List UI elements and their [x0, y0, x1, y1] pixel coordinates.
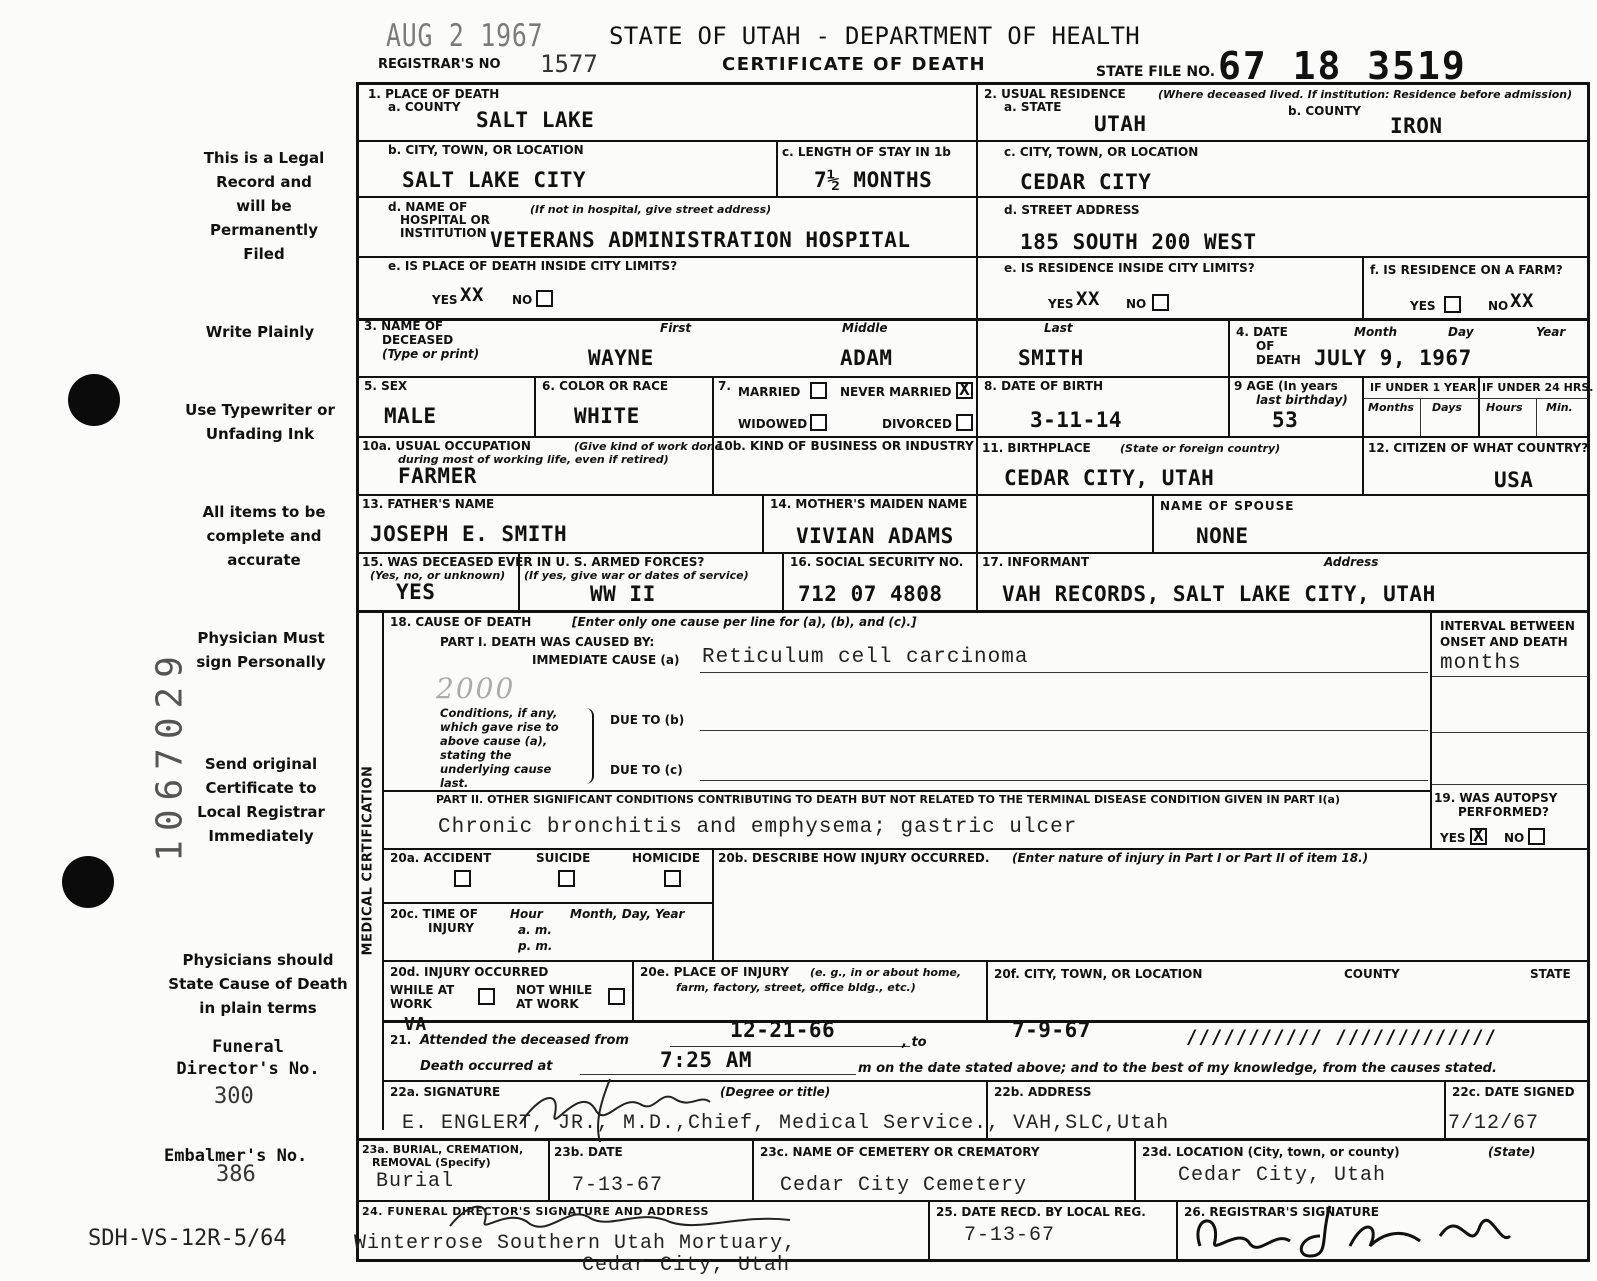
attended-from-value: 12-21-66: [730, 1018, 836, 1042]
line-location-divider: [1134, 1140, 1136, 1200]
registrar-number: 1577: [540, 50, 598, 78]
birthplace-value: CEDAR CITY, UTAH: [1004, 466, 1215, 490]
embalmer-label: Embalmer's No.: [164, 1146, 308, 1166]
not-work-checkbox[interactable]: [608, 988, 625, 1005]
deceased-name-label-3: (Type or print): [382, 347, 480, 361]
ssn-value: 712 07 4808: [798, 582, 943, 606]
form-number: SDH-VS-12R-5/64: [88, 1226, 287, 1251]
autopsy-yes-mark: X: [1473, 825, 1484, 846]
autopsy-label-2: PERFORMED?: [1458, 805, 1549, 819]
divorced-checkbox[interactable]: [956, 414, 973, 431]
month-day-year-label: Month, Day, Year: [570, 907, 685, 921]
mortuary-line-1: Winterrose Southern Utah Mortuary,: [354, 1232, 797, 1255]
line-age-days: [1420, 398, 1421, 436]
informant-address-label: Address: [1324, 555, 1379, 569]
attended-to-value: 7-9-67: [1012, 1018, 1091, 1042]
death-city-value: SALT LAKE CITY: [402, 168, 587, 192]
physician-sign-note: Physician Must sign Personally: [196, 629, 326, 671]
send-original-note: Send original Certificate to Local Registrar Immediately: [197, 755, 325, 845]
punch-hole-bottom: [62, 856, 114, 908]
due-to-b-label: DUE TO (b): [610, 713, 685, 727]
line-date-divider: [1228, 320, 1230, 436]
handwritten-cause-code: 2000: [436, 672, 516, 705]
residence-city-label: c. CITY, TOWN, OR LOCATION: [1004, 145, 1199, 159]
cause-of-death-label: 18. CAUSE OF DEATH: [390, 615, 532, 629]
physicians-should-note: Physicians should State Cause of Death in plain terms: [168, 951, 348, 1017]
line-row2: [358, 196, 1588, 198]
line-injury-top: [384, 848, 1588, 850]
sex-value: MALE: [384, 404, 437, 428]
due-to-c-label: DUE TO (c): [610, 763, 683, 777]
residence-city-value: CEDAR CITY: [1020, 170, 1152, 194]
describe-injury-note: (Enter nature of injury in Part I or Part II of item 18.): [1012, 851, 1369, 865]
occupation-value: FARMER: [398, 464, 477, 488]
disposition-value: Burial: [376, 1170, 455, 1193]
medical-certification-side-label: MEDICAL CERTIFICATION: [360, 765, 376, 956]
filing-number-vertical: 1067029: [149, 647, 191, 862]
physician-address-label: 22b. ADDRESS: [994, 1085, 1092, 1099]
use-typewriter-note: Use Typewriter or Unfading Ink: [185, 401, 335, 443]
death-limits-yes-mark: XX: [460, 284, 484, 306]
age-min-label: Min.: [1546, 401, 1573, 414]
line-row5: [358, 376, 1588, 378]
injury-county-label: COUNTY: [1344, 967, 1400, 981]
registrar-number-label: REGISTRAR'S NO: [378, 57, 501, 72]
line-farm-divider: [1362, 258, 1364, 318]
residence-street-label: d. STREET ADDRESS: [1004, 203, 1140, 217]
hospital-value: VETERANS ADMINISTRATION HOSPITAL: [490, 228, 911, 252]
informant-value: VAH RECORDS, SALT LAKE CITY, UTAH: [1002, 582, 1436, 606]
death-limits-yes-label: YES: [432, 293, 458, 307]
not-work-label-1: NOT WHILE: [516, 983, 593, 997]
stay-length-label: c. LENGTH OF STAY IN 1b: [782, 145, 951, 159]
death-limits-no-label: NO: [512, 293, 533, 307]
informant-label: 17. INFORMANT: [982, 555, 1090, 569]
business-label: 10b. KIND OF BUSINESS OR INDUSTRY: [716, 439, 974, 453]
birthplace-label: 11. BIRTHPLACE: [982, 441, 1091, 455]
cemetery-label: 23c. NAME OF CEMETERY OR CREMATORY: [760, 1145, 1040, 1159]
line-row6: [358, 436, 1588, 438]
line-occurred-divider: [632, 962, 634, 1020]
pm-label: p. m.: [518, 939, 553, 953]
line-place-divider: [986, 962, 988, 1020]
under-1-year-label: IF UNDER 1 YEAR: [1370, 381, 1477, 394]
deceased-name-label-2: DECEASED: [382, 333, 454, 347]
death-county-value: SALT LAKE: [476, 108, 595, 132]
widowed-checkbox[interactable]: [810, 414, 827, 431]
place-of-injury-note-1: (e. g., in or about home,: [810, 966, 962, 979]
state-department-title: STATE OF UTAH - DEPARTMENT OF HEALTH: [609, 22, 1140, 50]
death-year-label: Year: [1536, 325, 1566, 339]
line-row3: [358, 256, 1588, 258]
autopsy-label-1: 19. WAS AUTOPSY: [1434, 791, 1558, 805]
accident-checkbox[interactable]: [454, 870, 471, 887]
line-spouse-divider: [1152, 496, 1154, 552]
spouse-label: NAME OF SPOUSE: [1160, 499, 1295, 513]
line-row7: [358, 494, 1588, 496]
while-work-label-2: WORK: [390, 997, 432, 1011]
age-hours-label: Hours: [1486, 401, 1523, 414]
farm-no-label: NO: [1488, 299, 1509, 313]
armed-forces-note-1: (Yes, no, or unknown): [370, 569, 506, 582]
line-father-divider: [762, 496, 764, 552]
farm-yes-checkbox[interactable]: [1444, 296, 1461, 313]
disposition-label-1: 23a. BURIAL, CREMATION,: [362, 1143, 524, 1156]
line-received-divider: [928, 1202, 930, 1260]
received-date-stamp: AUG 2 1967: [386, 18, 544, 54]
legal-record-note: This is a Legal Record and will be Permanently Filed: [203, 149, 325, 263]
date-of-death-label-2: OF: [1256, 339, 1275, 353]
deceased-name-label-1: 3. NAME OF: [364, 319, 444, 333]
conditions-brace: [584, 708, 594, 784]
married-checkbox[interactable]: [810, 382, 827, 399]
age-label-1: 9 AGE (In years: [1234, 379, 1338, 393]
farm-yes-label: YES: [1410, 299, 1436, 313]
date-of-birth-value: 3-11-14: [1030, 408, 1123, 432]
line-time-injury: [384, 902, 712, 904]
death-city-label: b. CITY, TOWN, OR LOCATION: [388, 143, 584, 157]
line-age-divider: [1362, 378, 1364, 494]
citizen-label: 12. CITIZEN OF WHAT COUNTRY?: [1368, 441, 1589, 455]
funeral-director-number: 300: [214, 1084, 254, 1109]
line-cemetery-divider: [752, 1140, 754, 1200]
date-of-death-value: JULY 9, 1967: [1314, 346, 1472, 370]
age-label-2: last birthday): [1256, 393, 1348, 407]
hospital-label-3: INSTITUTION: [400, 226, 487, 240]
residence-inside-limits-label: e. IS RESIDENCE INSIDE CITY LIMITS?: [1004, 261, 1255, 275]
suicide-checkbox[interactable]: [558, 870, 575, 887]
stay-length-value: 7½ MONTHS: [814, 168, 933, 192]
usual-residence-label: 2. USUAL RESIDENCE: [984, 87, 1126, 101]
residence-limits-no-label: NO: [1126, 297, 1147, 311]
line-interval-b: [1432, 732, 1588, 733]
line-age-sub: [1364, 398, 1588, 399]
never-married-label: NEVER MARRIED: [840, 385, 952, 399]
occupation-note-2: during most of working life, even if retired): [398, 453, 669, 466]
homicide-label: HOMICIDE: [632, 851, 701, 865]
center-divider-upper: [976, 84, 978, 612]
part1-label: PART I. DEATH WAS CAUSED BY:: [440, 635, 655, 649]
mortuary-line-2: Cedar City, Utah: [582, 1254, 791, 1277]
line-interval-c: [1432, 784, 1588, 785]
residence-county-label: b. COUNTY: [1288, 104, 1361, 118]
line-row8: [358, 552, 1588, 554]
burial-date-value: 7-13-67: [572, 1174, 664, 1197]
age-days-label: Days: [1432, 401, 1462, 414]
autopsy-no-checkbox[interactable]: [1528, 828, 1545, 845]
am-label: a. m.: [518, 923, 552, 937]
mother-label: 14. MOTHER'S MAIDEN NAME: [770, 497, 968, 511]
ssn-label: 16. SOCIAL SECURITY NO.: [790, 555, 964, 569]
hour-label: Hour: [510, 907, 543, 921]
married-label: MARRIED: [738, 385, 801, 399]
race-label: 6. COLOR OR RACE: [542, 379, 669, 393]
interval-label-1: INTERVAL BETWEEN: [1440, 619, 1575, 633]
mother-value: VIVIAN ADAMS: [796, 524, 954, 548]
line-row1: [358, 140, 1588, 142]
line-interval-divider: [1430, 612, 1432, 848]
suicide-label: SUICIDE: [536, 851, 591, 865]
interval-label-2: ONSET AND DEATH: [1440, 635, 1568, 649]
interval-value: months: [1440, 652, 1522, 675]
widowed-label: WIDOWED: [738, 417, 808, 431]
part2-label: PART II. OTHER SIGNIFICANT CONDITIONS CONTRIBUTING TO DEATH BUT NOT RELATED TO THE TERMINAL DISEASE CONDITION GIVEN IN PART I(a): [436, 793, 1341, 806]
occupation-note-1: (Give kind of work done: [574, 440, 723, 453]
funeral-director-signature: [440, 1196, 800, 1236]
line-interval-a: [1432, 676, 1588, 677]
funeral-signature-label: 24. FUNERAL DIRECTOR'S SIGNATURE AND ADDRESS: [362, 1205, 709, 1218]
attended-label: Attended the deceased from: [420, 1033, 629, 1048]
never-married-mark: X: [959, 379, 970, 400]
residence-county-value: IRON: [1390, 114, 1443, 138]
death-occurred-label: Death occurred at: [420, 1059, 553, 1074]
farm-label: f. IS RESIDENCE ON A FARM?: [1370, 263, 1563, 277]
registrar-signature-label: 26. REGISTRAR'S SIGNATURE: [1184, 1205, 1379, 1219]
place-of-injury-label: 20e. PLACE OF INJURY: [640, 965, 790, 979]
father-label: 13. FATHER'S NAME: [362, 497, 495, 511]
citizen-value: USA: [1494, 468, 1534, 492]
line-part2: [384, 790, 1430, 792]
time-injury-label-2: INJURY: [428, 921, 474, 935]
line-row4: [358, 318, 1588, 321]
age-value: 53: [1272, 408, 1299, 432]
line-ssn-divider: [782, 554, 784, 610]
first-name-value: WAYNE: [588, 346, 654, 370]
marital-number: 7.: [718, 379, 731, 393]
all-items-note: All items to be complete and accurate: [202, 503, 326, 569]
signature-label: 22a. SIGNATURE: [390, 1085, 501, 1099]
describe-injury-label: 20b. DESCRIBE HOW INJURY OCCURRED.: [718, 851, 990, 865]
state-file-label: STATE FILE NO.: [1096, 64, 1216, 80]
line-describe-divider: [712, 850, 714, 960]
line-burial-date-divider: [548, 1140, 550, 1200]
death-day-label: Day: [1448, 325, 1474, 339]
first-name-label: First: [660, 321, 692, 335]
line-stay-divider: [776, 142, 778, 196]
line-attended: [670, 1046, 910, 1047]
place-of-death-label: 1. PLACE OF DEATH: [368, 87, 500, 101]
death-limits-no-checkbox[interactable]: [536, 290, 553, 307]
immediate-cause-value: Reticulum cell carcinoma: [702, 646, 1029, 669]
date-of-death-label-3: DEATH: [1256, 353, 1301, 367]
injury-city-label: 20f. CITY, TOWN, OR LOCATION: [994, 967, 1203, 981]
state-file-number: 67 18 3519: [1218, 44, 1467, 88]
line-cause-b: [700, 730, 1428, 731]
embalmer-number: 386: [216, 1162, 256, 1187]
hospital-label-2: HOSPITAL OR: [400, 213, 490, 227]
funeral-director-label: Funeral Director's No.: [176, 1037, 320, 1079]
cemetery-value: Cedar City Cemetery: [780, 1174, 1028, 1197]
race-value: WHITE: [574, 404, 640, 428]
spouse-value: NONE: [1196, 524, 1249, 548]
hospital-note: (If not in hospital, give street address): [530, 203, 772, 216]
hospital-label-1: d. NAME OF: [388, 200, 468, 214]
received-date-label: 25. DATE RECD. BY LOCAL REG.: [936, 1205, 1146, 1219]
place-of-injury-note-2: farm, factory, street, office bldg., etc.): [676, 981, 916, 994]
burial-location-value: Cedar City, Utah: [1178, 1164, 1387, 1187]
degree-title-label: (Degree or title): [720, 1085, 831, 1099]
punch-hole-top: [68, 374, 120, 426]
middle-name-label: Middle: [842, 321, 888, 335]
armed-forces-value: YES: [396, 580, 436, 604]
line-age-min: [1536, 398, 1537, 436]
war-service-value: WW II: [590, 582, 656, 606]
line-sig-date-divider: [1444, 1082, 1446, 1138]
sex-label: 5. SEX: [364, 379, 408, 393]
physician-name-title: E. ENGLERT, JR., M.D.,Chief, Medical Service., VAH,SLC,Utah: [402, 1112, 1170, 1135]
autopsy-no-label: NO: [1504, 831, 1525, 845]
residence-limits-no-checkbox[interactable]: [1152, 294, 1169, 311]
date-signed-label: 22c. DATE SIGNED: [1452, 1085, 1575, 1099]
death-month-label: Month: [1354, 325, 1398, 339]
line-cause-c: [700, 780, 1428, 781]
burial-location-label: 23d. LOCATION (City, town, or county): [1142, 1145, 1400, 1159]
residence-limits-yes-label: YES: [1048, 297, 1074, 311]
line-race-divider: [712, 378, 714, 494]
va-mark: VA: [404, 1014, 427, 1035]
line-age-hrs: [1478, 378, 1480, 436]
death-time-value: 7:25 AM: [660, 1048, 753, 1072]
while-work-label-1: WHILE AT: [390, 983, 455, 997]
struck-text-marks: /////////// /////////////: [1186, 1026, 1497, 1048]
armed-forces-note-2: (If yes, give war or dates of service): [524, 569, 749, 582]
date-signed-value: 7/12/67: [1448, 1112, 1540, 1135]
farm-no-mark: XX: [1510, 290, 1534, 312]
line-registrar-divider: [1176, 1202, 1178, 1260]
usual-residence-note: (Where deceased lived. If institution: Residence before admission): [1158, 88, 1573, 101]
age-months-label: Months: [1368, 401, 1414, 414]
cause-of-death-note: [Enter only one cause per line for (a), (b), and (c).]: [572, 615, 917, 629]
line-sex-divider: [534, 378, 536, 436]
time-injury-label-1: 20c. TIME OF: [390, 907, 478, 921]
homicide-checkbox[interactable]: [664, 870, 681, 887]
received-date-value: 7-13-67: [964, 1224, 1056, 1247]
knowledge-statement: m on the date stated above; and to the best of my knowledge, from the causes stated.: [858, 1061, 1497, 1076]
not-work-label-2: AT WORK: [516, 997, 579, 1011]
attended-number: 21.: [390, 1033, 412, 1047]
divorced-label: DIVORCED: [882, 417, 952, 431]
date-of-death-label-1: 4. DATE: [1236, 325, 1288, 339]
residence-state-label: a. STATE: [1004, 100, 1062, 114]
line-injury-bottom: [384, 1020, 1588, 1023]
injury-occurred-label: 20d. INJURY OCCURRED: [390, 965, 549, 979]
autopsy-yes-label: YES: [1440, 831, 1466, 845]
last-name-label: Last: [1044, 321, 1073, 335]
line-medical-side: [382, 612, 384, 1130]
accident-label: 20a. ACCIDENT: [390, 851, 492, 865]
conditions-note: Conditions, if any, which gave rise to above cause (a), stating the underlying cause last.: [440, 706, 559, 790]
date-of-birth-label: 8. DATE OF BIRTH: [984, 379, 1104, 393]
middle-name-value: ADAM: [840, 346, 893, 370]
line-row9: [358, 610, 1588, 613]
while-work-checkbox[interactable]: [478, 988, 495, 1005]
death-inside-limits-label: e. IS PLACE OF DEATH INSIDE CITY LIMITS?: [388, 259, 678, 273]
armed-forces-label: 15. WAS DECEASED EVER IN U. S. ARMED FORCES?: [362, 555, 705, 569]
last-name-value: SMITH: [1018, 346, 1084, 370]
residence-street-value: 185 SOUTH 200 WEST: [1020, 230, 1257, 254]
burial-state-label: (State): [1488, 1145, 1536, 1159]
write-plainly-note: Write Plainly: [205, 323, 315, 341]
registrar-signature: [1180, 1196, 1580, 1262]
residence-limits-yes-mark: XX: [1076, 288, 1100, 310]
residence-state-value: UTAH: [1094, 112, 1147, 136]
occupation-label: 10a. USUAL OCCUPATION: [362, 439, 531, 453]
certificate-title: CERTIFICATE OF DEATH: [722, 54, 987, 75]
father-value: JOSEPH E. SMITH: [370, 522, 568, 546]
part2-value: Chronic bronchitis and emphysema; gastric ulcer: [438, 816, 1078, 839]
attended-to-label: , to: [902, 1035, 927, 1050]
birthplace-note: (State or foreign country): [1120, 442, 1281, 455]
under-24-hours-label: IF UNDER 24 HRS.: [1482, 381, 1594, 394]
immediate-cause-label: IMMEDIATE CAUSE (a): [532, 653, 680, 667]
burial-date-label: 23b. DATE: [554, 1145, 623, 1159]
injury-state-label: STATE: [1530, 967, 1571, 981]
death-county-label: a. COUNTY: [388, 100, 461, 114]
disposition-label-2: REMOVAL (Specify): [372, 1156, 491, 1169]
line-cause-a: [700, 672, 1428, 673]
